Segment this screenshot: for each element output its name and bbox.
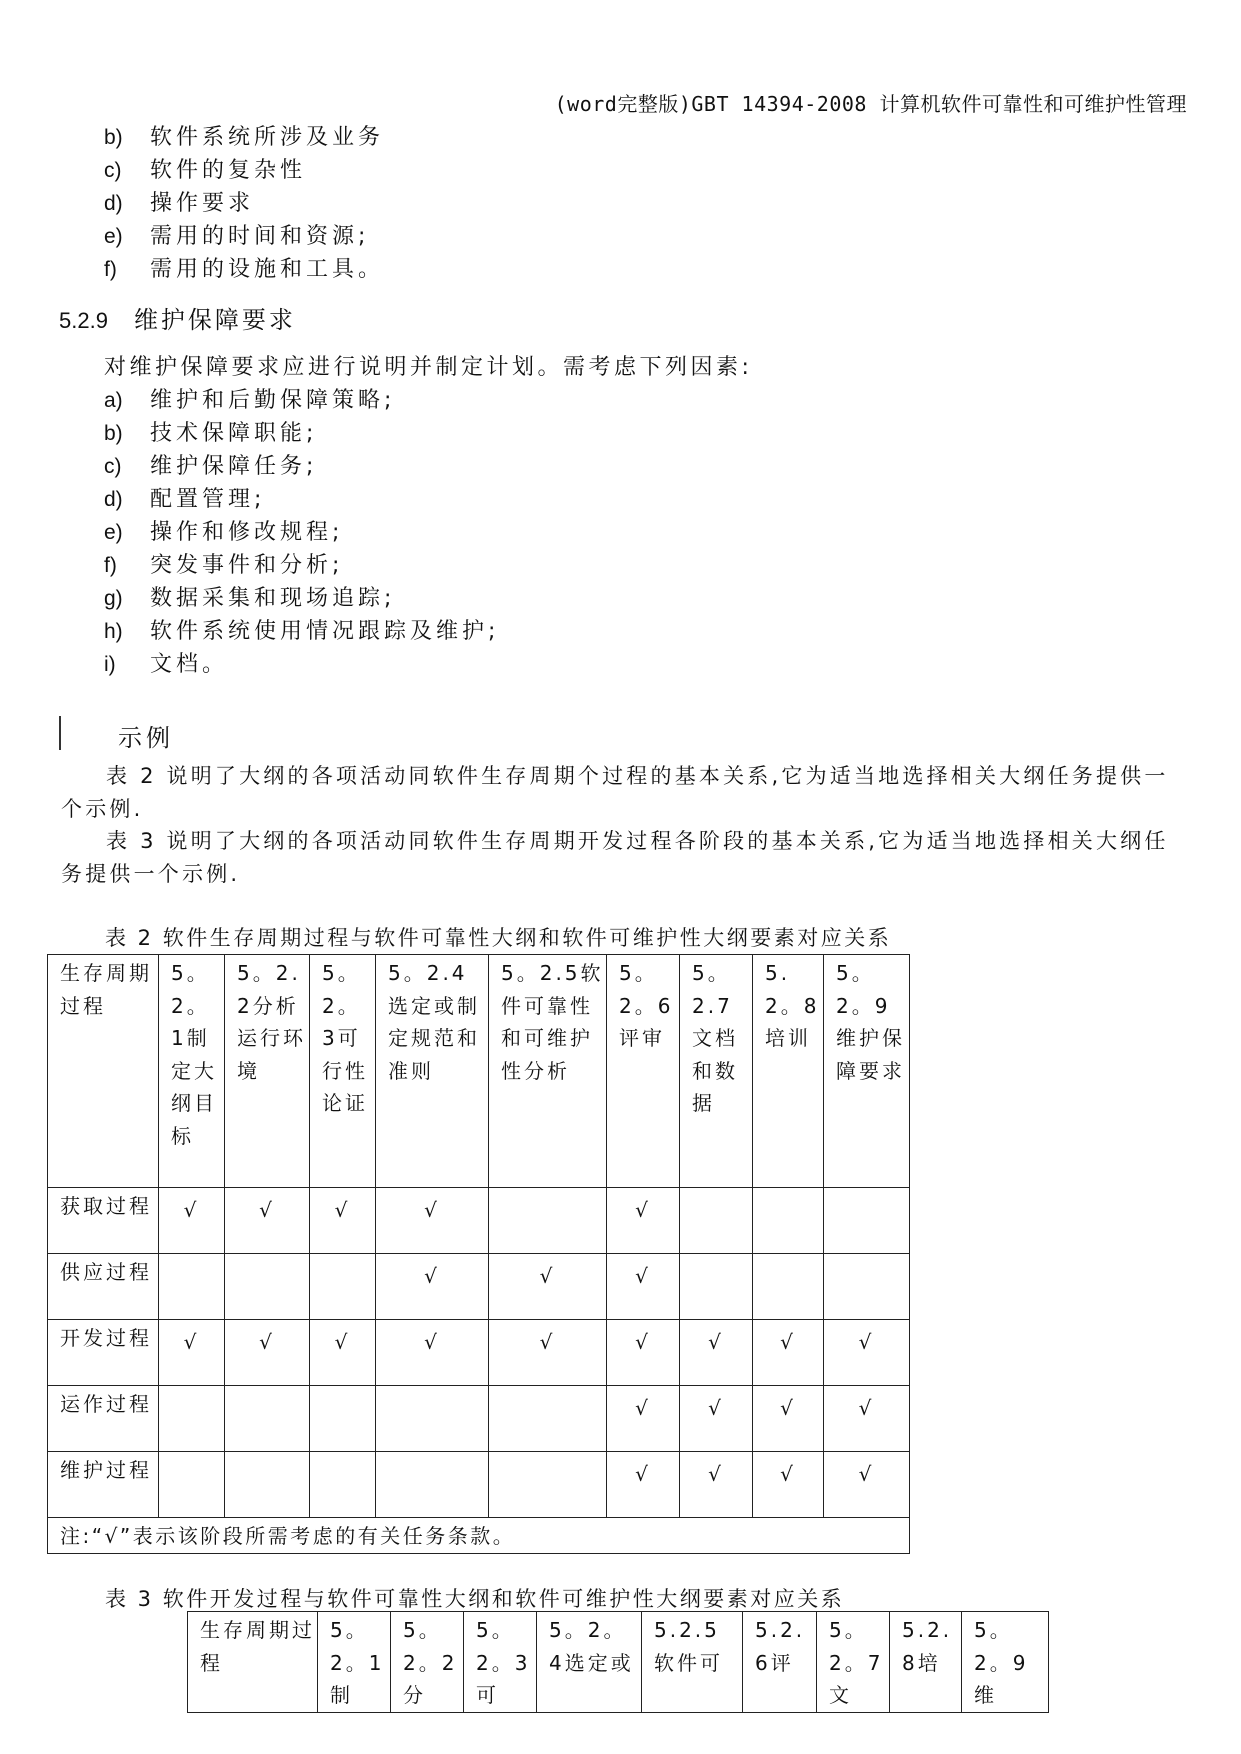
list-item-text: 操作要求 [150,191,255,216]
section-title: 维护保障要求 [133,306,296,334]
list-item-text: 操作和修改规程; [150,520,344,545]
table2-cell: √ [159,1320,225,1386]
list-item-text: 技术保障职能; [150,421,318,446]
table3-header-cell: 5。2。1制 [318,1612,391,1713]
table2 [47,954,910,1554]
list-item [104,416,317,447]
table2-cell: √ [489,1254,607,1320]
section-intro: 对维护保障要求应进行说明并制定计划。需考虑下列因素: [104,355,753,380]
list-item [104,614,499,645]
table2-cell: √ [607,1188,680,1254]
list-item-text: 软件的复杂性 [150,158,307,183]
table2-cell: √ [310,1188,376,1254]
table2-header-cell: 5。2.2分析运行环境 [225,955,310,1188]
table2-row-label: 运作过程 [48,1386,159,1452]
list-item-text: 突发事件和分析; [150,553,344,578]
table3 [187,1611,1049,1713]
list-marker: b) [104,422,123,445]
table3-caption: 表 3 软件开发过程与软件可靠性大纲和软件可维护性大纲要素对应关系 [105,1587,845,1611]
list-marker: c) [104,159,122,182]
list-item [104,482,265,513]
list-item [104,581,395,612]
table2-cell [159,1386,225,1452]
table2-header-cell: 5。2。9维护保障要求 [824,955,910,1188]
list-item-text: 需用的设施和工具。 [150,257,385,282]
list-item-text: 软件系统所涉及业务 [150,125,385,150]
list-item [104,120,384,151]
list-marker: e) [104,225,123,248]
table2-cell: √ [680,1452,753,1518]
paragraph-text: 表 3 说明了大纲的各项活动同软件生存周期开发过程各阶段的基本关系,它为适当地选择相关大纲任务提供一个示例. [61,829,1169,886]
list-item-text: 文档。 [150,652,229,677]
table2-row-label: 获取过程 [48,1188,159,1254]
table2-cell: √ [824,1386,910,1452]
table2-cell [310,1386,376,1452]
list-item-text: 维护保障任务; [150,454,318,479]
section-number: 5.2.9 [59,308,108,333]
table2-header-cell: 5.2。8培训 [753,955,824,1188]
list-marker: b) [104,126,123,149]
table2-header-cell: 5。2。1制定大纲目标 [159,955,225,1188]
table2-cell: √ [376,1320,489,1386]
running-header: (word完整版)GBT 14394-2008 计算机软件可靠性和可维护性管理 [554,92,1187,116]
table2-cell [489,1188,607,1254]
table2-caption: 表 2 软件生存周期过程与软件可靠性大纲和软件可维护性大纲要素对应关系 [105,926,892,950]
list-item-text: 数据采集和现场追踪; [150,586,396,611]
table2-cell [824,1254,910,1320]
table2-cell: √ [376,1188,489,1254]
table2-cell [489,1386,607,1452]
table3-header-cell: 生存周期过程 [188,1612,318,1713]
table2-row [48,1188,910,1254]
paragraph-text: 表 2 说明了大纲的各项活动同软件生存周期个过程的基本关系,它为适当地选择相关大纲任务提供一个示例. [61,764,1169,821]
table2-cell: √ [607,1386,680,1452]
list-item [104,647,228,678]
table2-cell: √ [159,1188,225,1254]
list-marker: i) [104,653,116,676]
table2-cell [824,1188,910,1254]
list-marker: h) [104,620,123,643]
table2-row [48,1452,910,1518]
table2-header-row [48,955,910,1188]
list-marker: c) [104,455,122,478]
list-marker: d) [104,488,123,511]
list-item [104,515,343,546]
table2-cell: √ [753,1386,824,1452]
table2-cell: √ [607,1254,680,1320]
table2-cell: √ [225,1188,310,1254]
table2-note-row [48,1518,910,1554]
table2-cell [680,1254,753,1320]
list-item [104,548,343,579]
list-item [104,219,369,250]
table2-cell: √ [753,1452,824,1518]
table2-cell [225,1452,310,1518]
table2-cell: √ [310,1320,376,1386]
table2-cell: √ [680,1320,753,1386]
list-marker: d) [104,192,123,215]
list-item [104,153,306,184]
table2-cell [753,1188,824,1254]
table2-cell: √ [225,1320,310,1386]
table2-cell: √ [824,1320,910,1386]
table3-header-cell: 5。2。9维 [962,1612,1049,1713]
table2-cell: √ [824,1452,910,1518]
table3-header-cell: 5.2.8培 [890,1612,962,1713]
table3-header-cell: 5。2。2分 [391,1612,464,1713]
list-item-text: 需用的时间和资源; [150,224,370,249]
paragraph-table2 [61,760,1191,826]
list-marker: f) [104,554,117,577]
table2-cell [310,1452,376,1518]
table3-header-cell: 5。2。7文 [817,1612,890,1713]
table2-cell [376,1386,489,1452]
table2-cell [159,1452,225,1518]
table3-header-cell: 5.2.6评 [743,1612,817,1713]
table2-cell: √ [753,1320,824,1386]
table3-header-cell: 5.2.5软件可 [642,1612,743,1713]
table3-header-cell: 5。2。3可 [464,1612,537,1713]
table2-cell: √ [489,1320,607,1386]
table2-cell: √ [680,1386,753,1452]
table2-header-cell: 5。2.7文档和数据 [680,955,753,1188]
list-item [104,449,317,480]
table2-cell [753,1254,824,1320]
table2-cell [159,1254,225,1320]
table2-header-cell: 5。2.5软件可靠性和可维护性分析 [489,955,607,1188]
table2-cell: √ [607,1320,680,1386]
table2-cell [376,1452,489,1518]
list-marker: f) [104,258,117,281]
list-marker: g) [104,587,123,610]
table2-header-cell: 5。2.4选定或制定规范和准则 [376,955,489,1188]
list-item-text: 维护和后勤保障策略; [150,388,396,413]
table2-row-label: 开发过程 [48,1320,159,1386]
table2-row [48,1320,910,1386]
table2-row-label: 维护过程 [48,1452,159,1518]
list-marker: a) [104,389,123,412]
table3-header-row [188,1612,1049,1713]
table2-cell [680,1188,753,1254]
margin-bar [59,716,61,750]
table2-cell [225,1386,310,1452]
table2-row [48,1386,910,1452]
list-item-text: 配置管理; [150,487,266,512]
table2-row-label: 供应过程 [48,1254,159,1320]
table2-cell [225,1254,310,1320]
list-item [104,383,395,414]
table2-row [48,1254,910,1320]
list-item [104,252,384,283]
table2-header-cell: 生存周期过程 [48,955,159,1188]
table2-cell [489,1452,607,1518]
example-title: 示例 [118,724,174,752]
table2-header-cell: 5。2。3可行性论证 [310,955,376,1188]
section-heading [59,300,296,335]
table2-header-cell: 5。2。6评审 [607,955,680,1188]
table2-note: 注:“√”表示该阶段所需考虑的有关任务条款。 [48,1518,910,1554]
table2-cell: √ [376,1254,489,1320]
list-item-text: 软件系统使用情况跟踪及维护; [150,619,500,644]
table2-cell [310,1254,376,1320]
table3-header-cell: 5。2。4选定或 [537,1612,642,1713]
list-item [104,186,254,217]
paragraph-table3 [61,825,1191,891]
table2-cell: √ [607,1452,680,1518]
list-marker: e) [104,521,123,544]
